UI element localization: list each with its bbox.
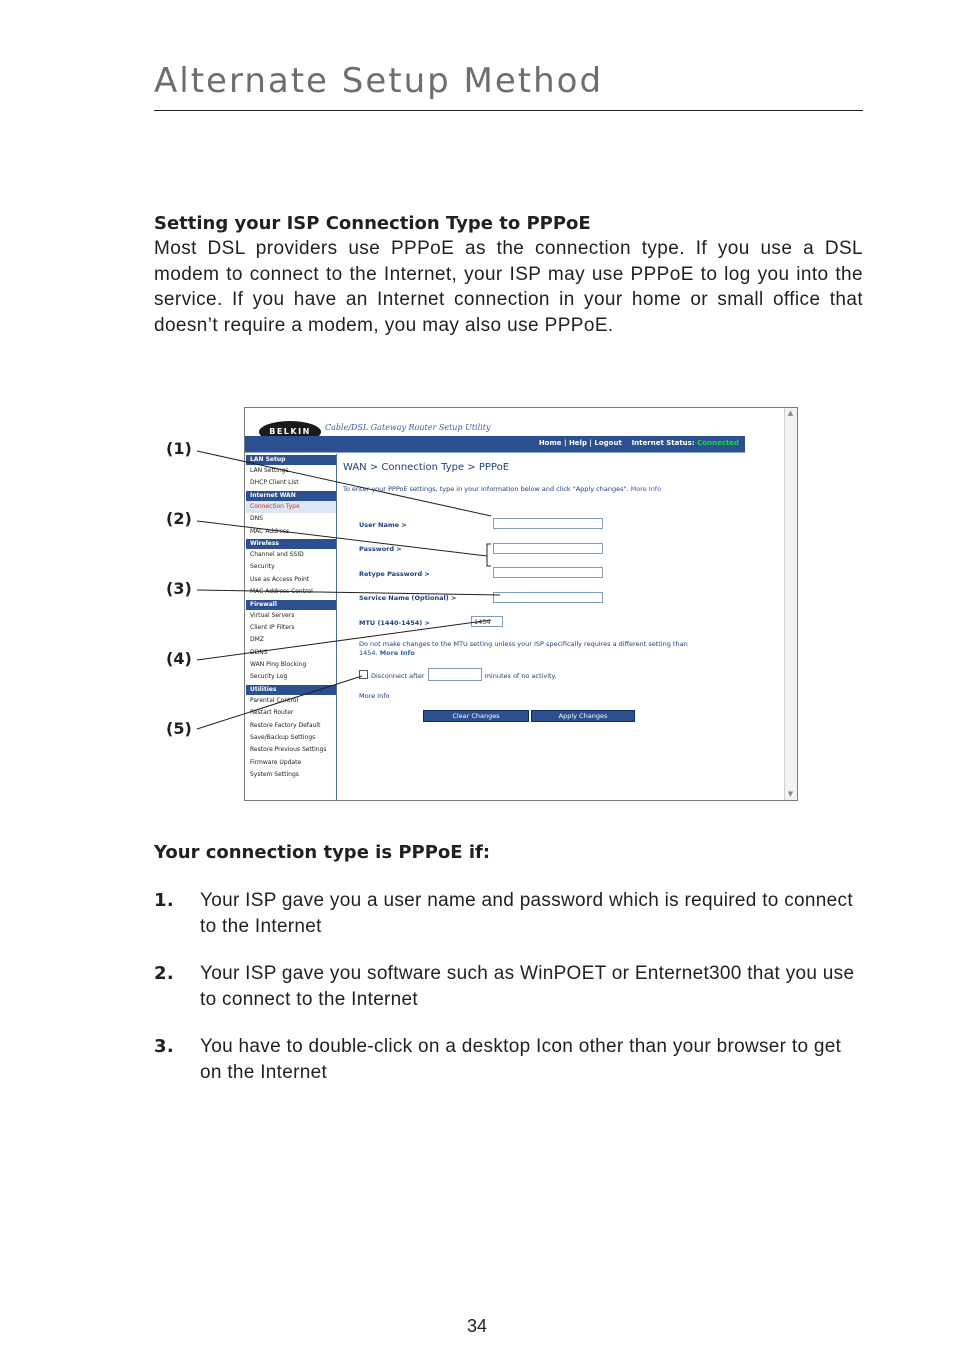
reasons-section	[154, 840, 863, 1107]
section-heading: Setting your ISP Connection Type to PPPoE	[154, 213, 591, 234]
scroll-down-icon[interactable]: ▼	[787, 790, 794, 798]
utility-title: Cable/DSL Gateway Router Setup Utility	[325, 423, 491, 432]
sidebar-item-save-backup[interactable]: Save/Backup Settings	[250, 734, 316, 742]
list-item-number: 1.	[154, 890, 174, 911]
sidebar-item-security[interactable]: Security	[250, 563, 275, 571]
list-item	[154, 888, 863, 939]
sidebar-item-channel-ssid[interactable]: Channel and SSID	[250, 550, 304, 558]
scrollbar[interactable]	[784, 408, 797, 800]
router-screenshot	[244, 407, 798, 801]
disconnect-minutes-input[interactable]	[428, 668, 482, 681]
list-item-text: Your ISP gave you a user name and password which is required to connect to the Internet	[200, 890, 853, 937]
clear-changes-button[interactable]: Clear Changes	[423, 710, 529, 722]
sidebar-item-connection-type[interactable]: Connection Type	[246, 501, 336, 513]
description-more-info-link[interactable]: More Info	[630, 485, 662, 493]
sidebar-item-mac-address[interactable]: MAC Address	[250, 527, 290, 535]
reasons-heading: Your connection type is PPPoE if:	[154, 842, 491, 863]
sidebar-section-utilities: Utilities	[246, 685, 336, 695]
user-name-label: User Name >	[359, 521, 407, 529]
list-item-text: You have to double-click on a desktop Icon other than your browser to get on the Internet	[200, 1036, 842, 1083]
router-description	[343, 485, 693, 494]
mtu-warning	[359, 640, 699, 658]
callout-2: (2)	[166, 509, 192, 528]
callout-1: (1)	[166, 439, 192, 458]
callout-5: (5)	[166, 719, 192, 738]
internet-status-value: Connected	[697, 439, 739, 447]
apply-changes-button[interactable]: Apply Changes	[531, 710, 635, 722]
sidebar-item-restore-previous[interactable]: Restore Previous Settings	[250, 746, 327, 754]
page-title: Alternate Setup Method	[154, 61, 604, 101]
header-rule	[154, 110, 863, 111]
mtu-input[interactable]: 1454	[471, 616, 503, 627]
sidebar-item-system-settings[interactable]: System Settings	[250, 771, 299, 779]
sidebar-item-lan-settings[interactable]: LAN Settings	[250, 467, 289, 474]
router-page-heading: WAN > Connection Type > PPPoE	[343, 462, 510, 473]
sidebar-item-parental-control[interactable]: Parental Control	[250, 696, 299, 704]
sidebar-item-dns[interactable]: DNS	[250, 515, 263, 523]
retype-password-input[interactable]	[493, 567, 603, 578]
sidebar-item-restart-router[interactable]: Restart Router	[250, 709, 294, 717]
user-name-input[interactable]	[493, 518, 603, 529]
sidebar-item-client-ip-filters[interactable]: Client IP Filters	[250, 623, 295, 631]
list-item	[154, 1034, 863, 1085]
mtu-more-info-link[interactable]: More Info	[379, 649, 415, 657]
mtu-label: MTU (1440-1454) >	[359, 619, 430, 627]
disconnect-suffix: minutes of no activity.	[484, 672, 557, 680]
belkin-logo: BELKIN	[259, 421, 321, 443]
sidebar-item-factory-default[interactable]: Restore Factory Default	[250, 721, 321, 729]
sidebar-section-wan: Internet WAN	[246, 491, 336, 501]
description-text: To enter your PPPoE settings, type in your information below and click "Apply changes".	[343, 485, 629, 493]
sidebar-item-virtual-servers[interactable]: Virtual Servers	[250, 611, 295, 619]
page-header	[154, 58, 863, 104]
mtu-warning-text: Do not make changes to the MTU setting unless your ISP specifically requires a different setting than 1454.	[359, 640, 688, 657]
sidebar-section-firewall: Firewall	[246, 600, 336, 610]
callout-3: (3)	[166, 579, 192, 598]
sidebar-section-wireless: Wireless	[246, 539, 336, 549]
router-sidebar	[246, 454, 337, 800]
sidebar-item-firmware-update[interactable]: Firmware Update	[250, 758, 302, 766]
sidebar-item-ddns[interactable]: DDNS	[250, 648, 268, 656]
callout-4: (4)	[166, 649, 192, 668]
scroll-up-icon[interactable]: ▲	[787, 409, 794, 417]
internet-status-label: Internet Status:	[631, 439, 695, 447]
intro-section	[154, 212, 863, 338]
sidebar-item-dmz[interactable]: DMZ	[250, 636, 264, 644]
sidebar-item-dhcp-client-list[interactable]: DHCP Client List	[250, 479, 299, 487]
top-bar	[245, 436, 745, 453]
service-name-input[interactable]	[493, 592, 603, 603]
intro-paragraph: Most DSL providers use PPPoE as the connection type. If you use a DSL modem to connect to the Internet, your ISP may use PPPoE to log you into the service. If you have an Internet connection in your home or small office that doesn’t require a modem, you may also use PPPoE.	[154, 238, 863, 336]
disconnect-row	[359, 668, 557, 681]
list-item-number: 3.	[154, 1036, 174, 1057]
list-item-text: Your ISP gave you software such as WinPOET or Enternet300 that you use to connect to the Internet	[200, 963, 855, 1010]
password-label: Password >	[359, 545, 402, 553]
list-item	[154, 961, 863, 1012]
sidebar-section-lan: LAN Setup	[246, 455, 336, 465]
disconnect-label: Disconnect after	[371, 672, 425, 680]
retype-password-label: Retype Password >	[359, 570, 430, 578]
top-links	[539, 439, 739, 447]
sidebar-item-wan-ping[interactable]: WAN Ping Blocking	[250, 661, 307, 669]
sidebar-item-security-log[interactable]: Security Log	[250, 673, 288, 681]
reasons-list	[154, 888, 863, 1085]
sidebar-item-access-point[interactable]: Use as Access Point	[250, 575, 310, 583]
page-number: 34	[466, 1316, 488, 1336]
list-item-number: 2.	[154, 963, 174, 984]
top-nav-links[interactable]: Home | Help | Logout	[538, 439, 622, 447]
more-info-link[interactable]: More Info	[359, 692, 390, 700]
password-input[interactable]	[493, 543, 603, 554]
sidebar-item-mac-control[interactable]: MAC Address Control	[250, 588, 313, 596]
disconnect-checkbox[interactable]	[359, 670, 368, 679]
service-name-label: Service Name (Optional) >	[359, 594, 457, 602]
